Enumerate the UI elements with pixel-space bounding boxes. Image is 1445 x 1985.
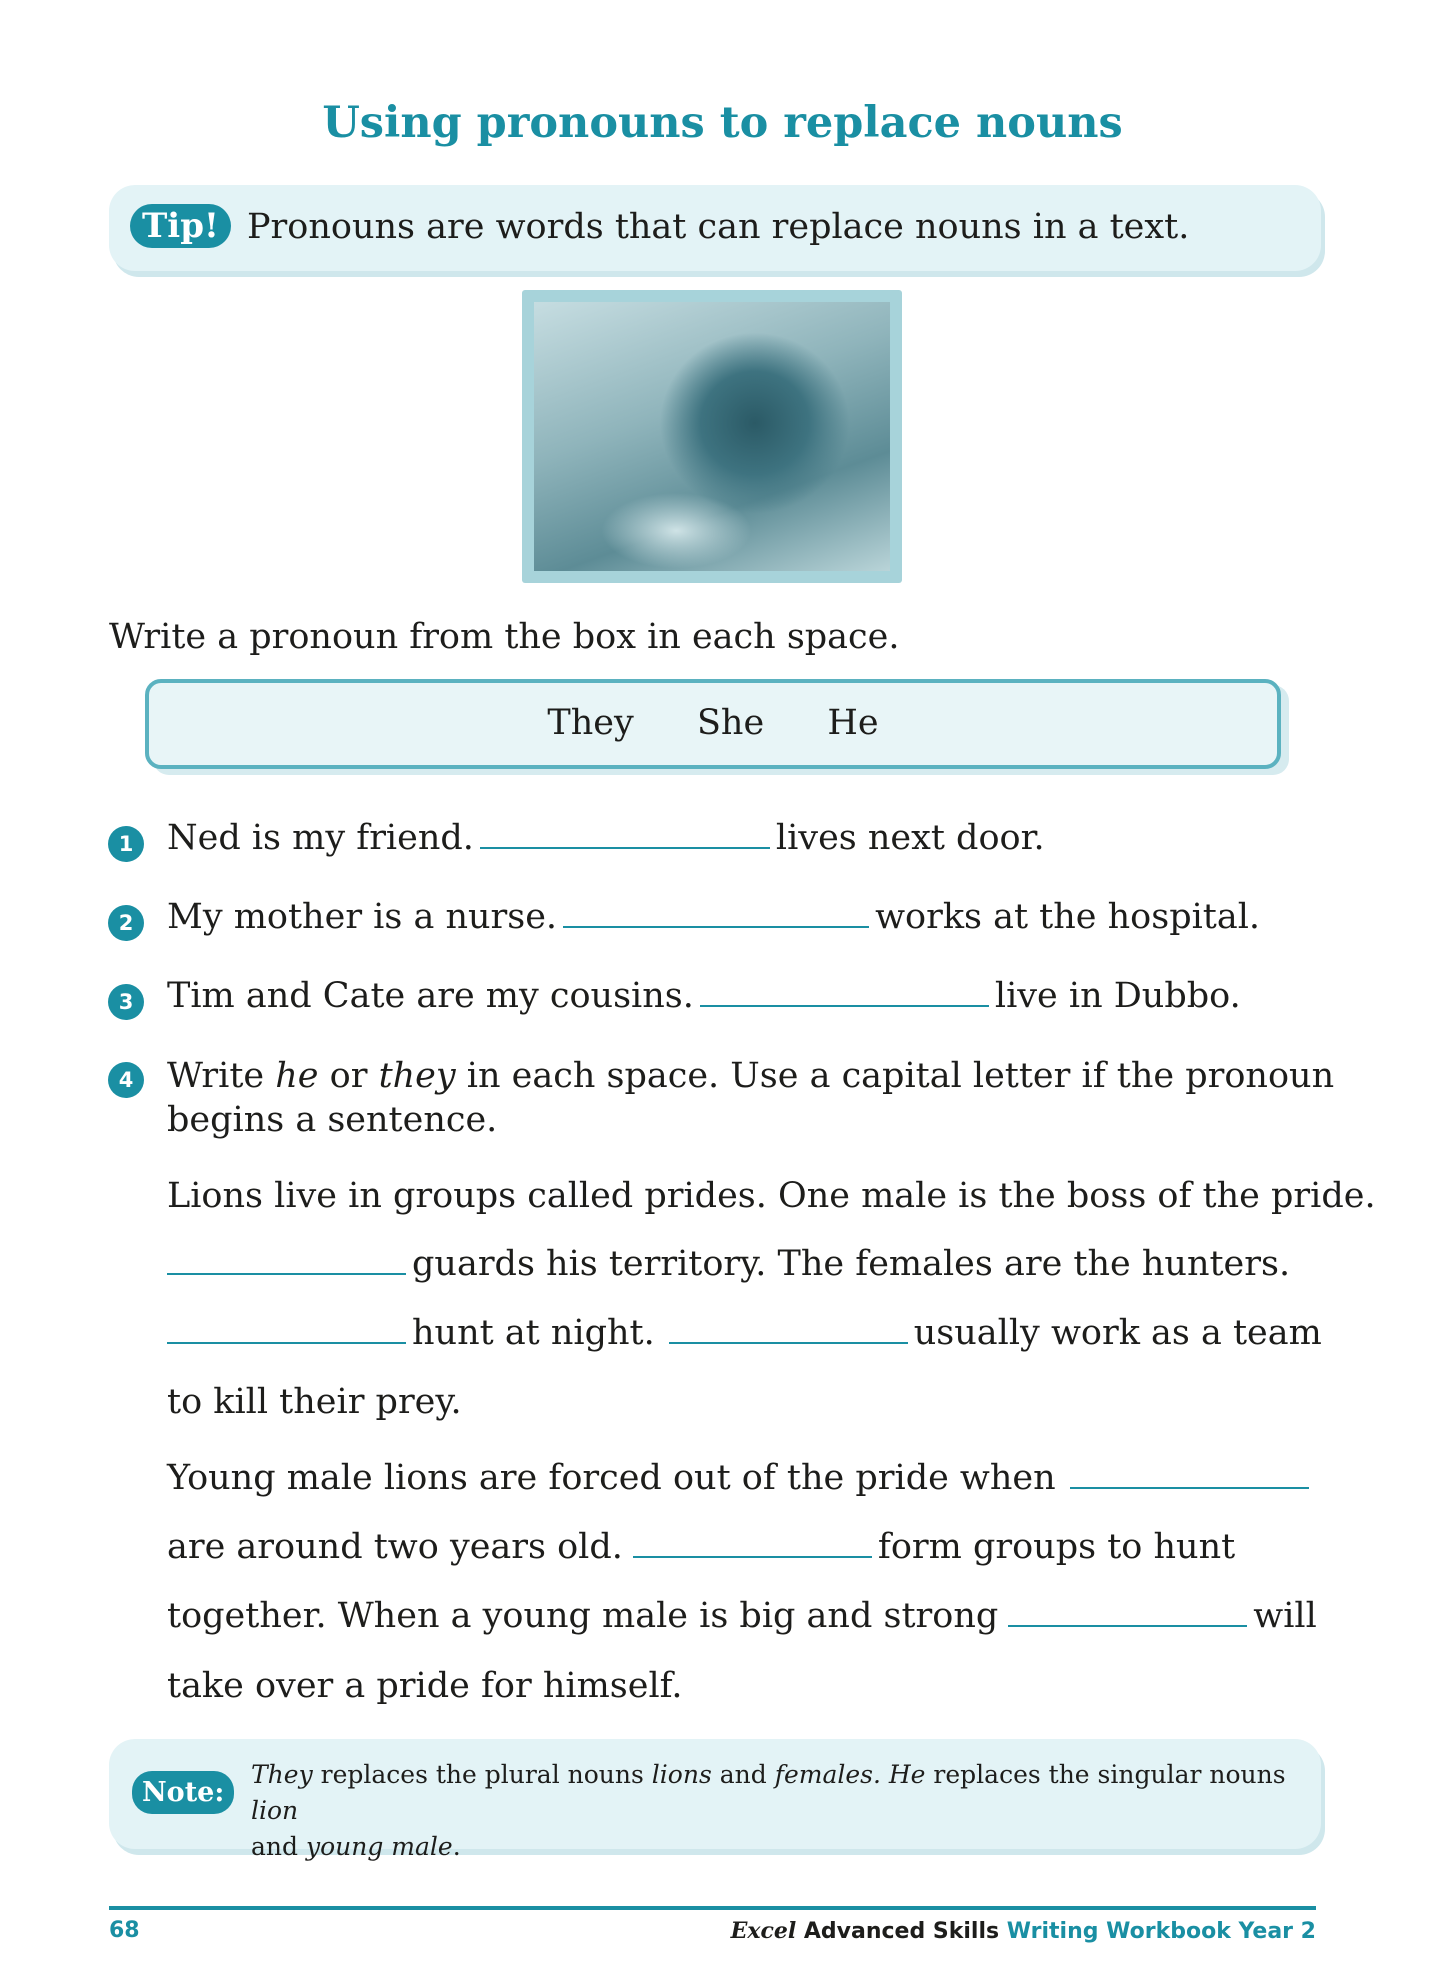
tip-box	[109, 185, 1321, 271]
page-number: 68	[109, 1918, 140, 1943]
question-3: Tim and Cate are my cousins. live in Dubbo.	[167, 976, 1241, 1016]
question-number: 3	[108, 984, 144, 1020]
question-number: 1	[108, 826, 144, 862]
passage-line: Young male lions are forced out of the pride when	[167, 1458, 1315, 1498]
instruction: Write a pronoun from the box in each space.	[109, 617, 900, 657]
question-4: Write he or they in each space. Use a capital letter if the pronoun begins a sentence.	[167, 1056, 1335, 1140]
passage-line: guards his territory. The females are the hunters.	[161, 1244, 1290, 1284]
passage-line: together. When a young male is big and strong will	[167, 1596, 1317, 1636]
note-box	[109, 1739, 1321, 1861]
answer-blank[interactable]	[167, 1341, 406, 1344]
passage-line: Lions live in groups called prides. One male is the boss of the pride.	[167, 1176, 1376, 1216]
question-number: 2	[108, 905, 144, 941]
answer-blank[interactable]	[669, 1341, 908, 1344]
word-box	[145, 679, 1281, 769]
answer-blank[interactable]	[480, 846, 770, 849]
passage-line: are around two years old. form groups to hunt	[167, 1527, 1236, 1567]
note-label: Note:	[132, 1771, 234, 1814]
page-title: Using pronouns to replace nouns	[322, 98, 1123, 148]
passage-line: to kill their prey.	[167, 1382, 462, 1422]
tip-text: Pronouns are words that can replace nouns in a text.	[247, 207, 1190, 247]
answer-blank[interactable]	[1070, 1486, 1309, 1489]
note-text: They replaces the plural nouns lions and females. He replaces the singular nouns lion and young male.	[251, 1760, 1286, 1861]
word-option: He	[827, 703, 879, 743]
passage-line: hunt at night. usually work as a team	[161, 1313, 1322, 1353]
answer-blank[interactable]	[633, 1555, 872, 1558]
answer-blank[interactable]	[1008, 1624, 1247, 1627]
answer-blank[interactable]	[700, 1004, 989, 1007]
footer-rule	[109, 1906, 1316, 1910]
book-title: Excel Advanced Skills Writing Workbook Year 2	[730, 1918, 1316, 1944]
question-1: Ned is my friend. lives next door.	[167, 818, 1045, 858]
lion-photo	[522, 290, 902, 583]
tip-label: Tip!	[130, 204, 231, 248]
answer-blank[interactable]	[563, 925, 869, 928]
word-option: They	[547, 703, 634, 743]
passage-line: take over a pride for himself.	[167, 1666, 683, 1706]
word-option: She	[696, 703, 765, 743]
question-2: My mother is a nurse. works at the hospital.	[167, 897, 1261, 937]
answer-blank[interactable]	[167, 1272, 406, 1275]
question-number: 4	[108, 1062, 144, 1098]
